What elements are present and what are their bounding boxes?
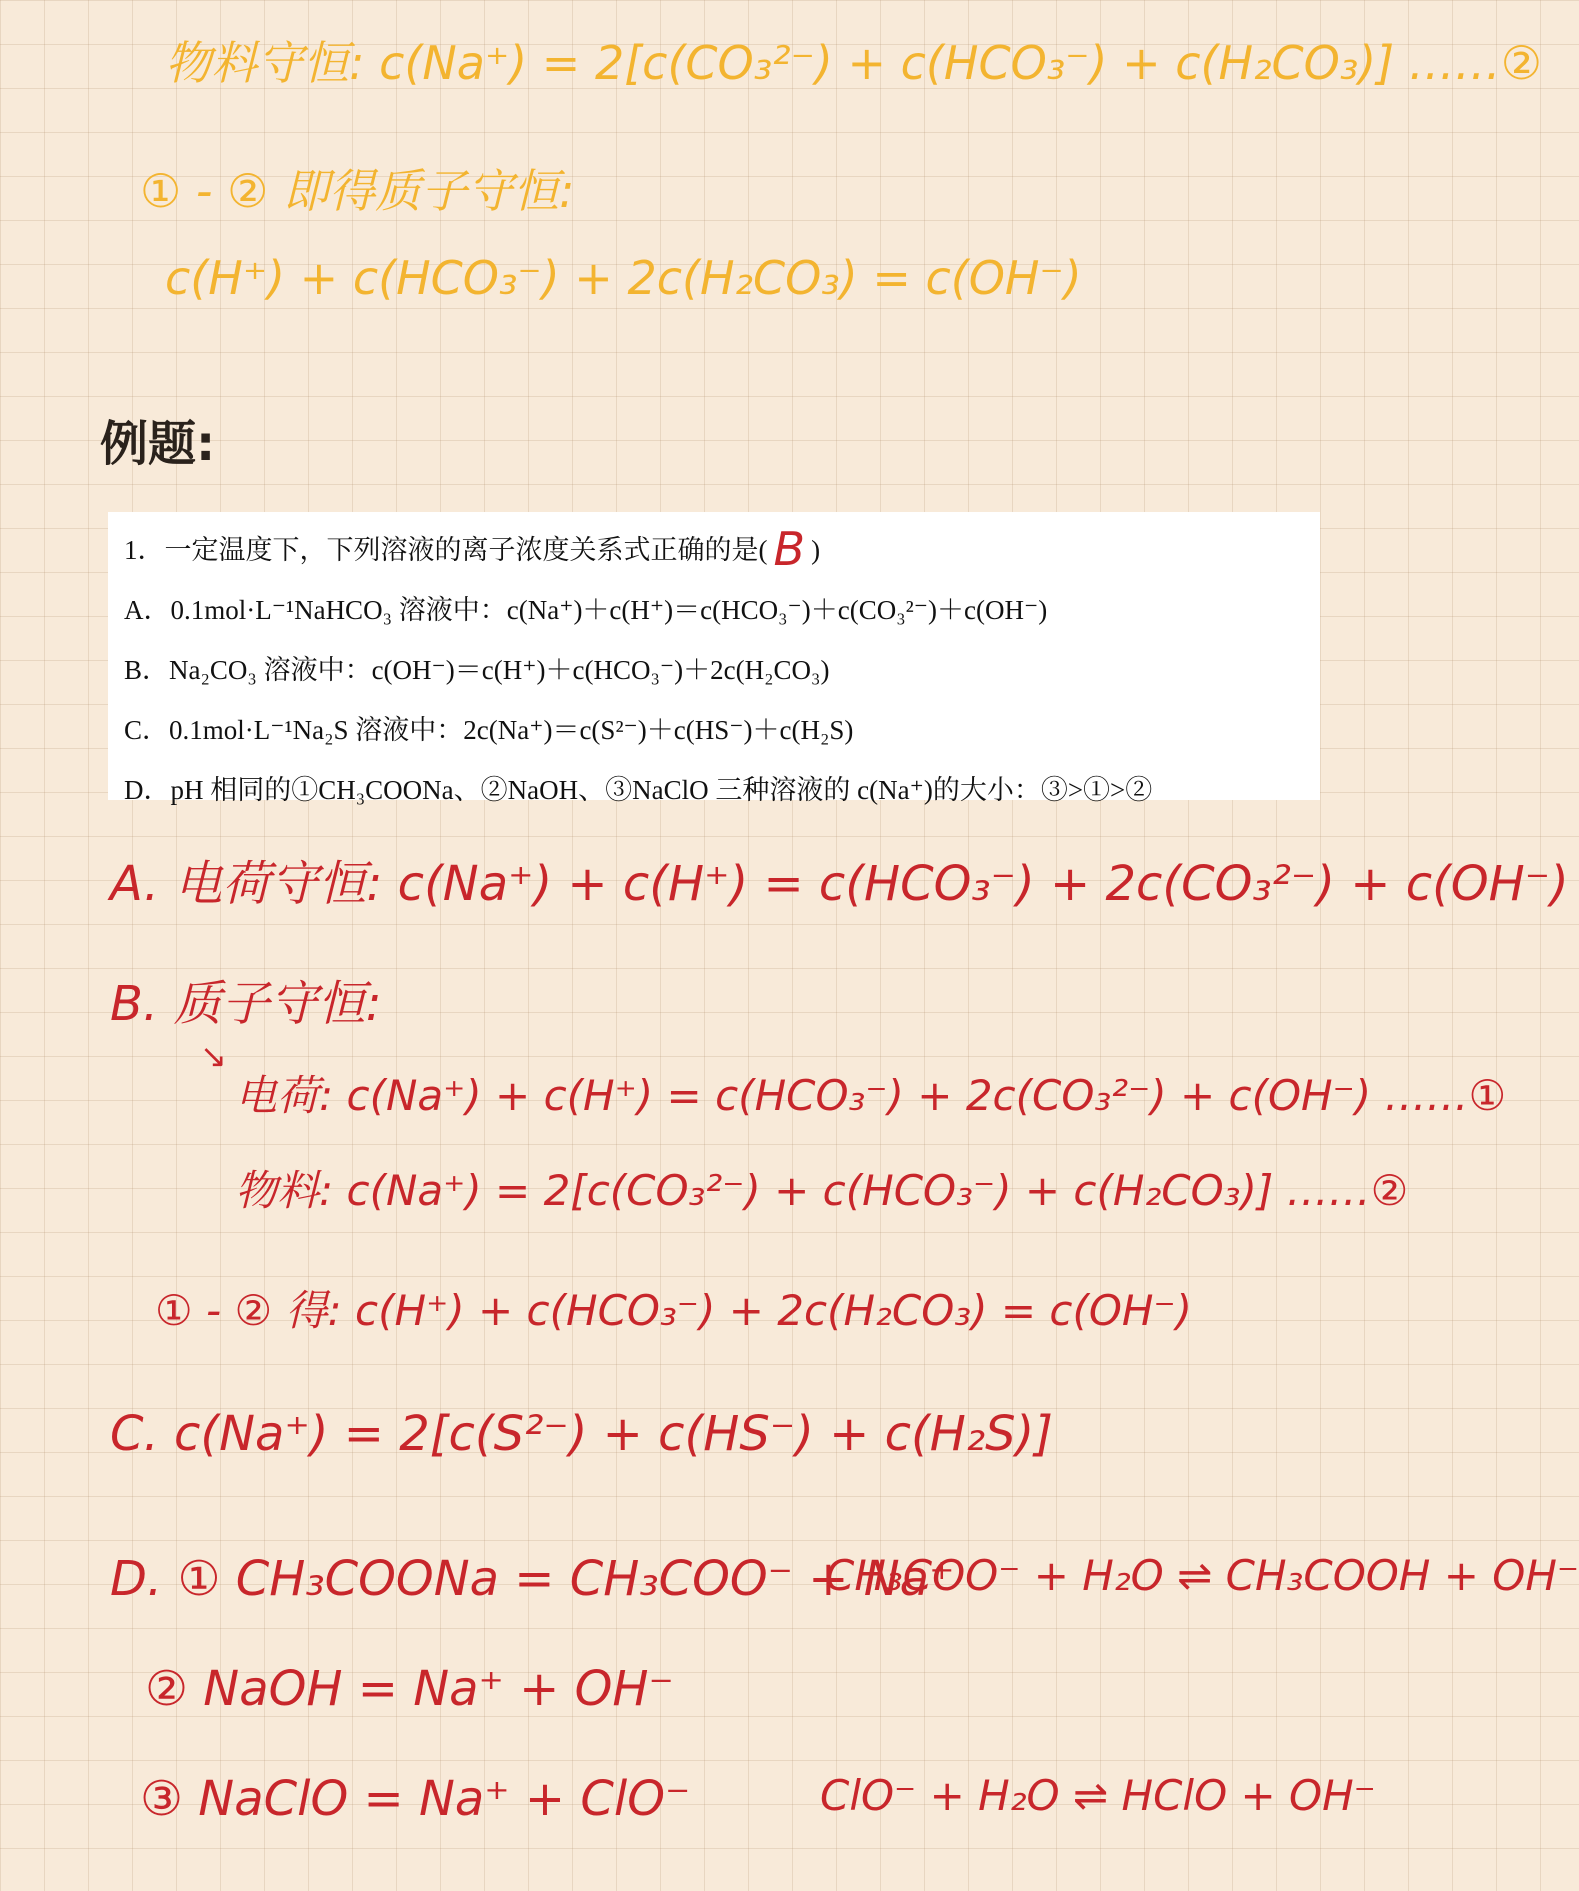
solution-b-result: ① - ② 得: c(H⁺) + c(HCO₃⁻) + 2c(H₂CO₃) = c(OH⁻) <box>155 1286 1193 1335</box>
solution-d2-ionization: ② NaOH = Na⁺ + OH⁻ <box>145 1661 674 1717</box>
solution-b-material: 物料: c(Na⁺) = 2[c(CO₃²⁻) + c(HCO₃⁻) + c(H₂CO₃)] ……② <box>235 1166 1409 1215</box>
arrow-icon: ↘ <box>200 1037 227 1075</box>
option-c: C．0.1mol·L⁻¹Na₂S 溶液中：2c(Na⁺)＝c(S²⁻)＋c(HS⁻)＋c(H₂S) <box>124 715 854 745</box>
question-stem-close: ) <box>811 535 821 565</box>
question-card <box>108 512 1320 805</box>
solution-d3-hydrolysis: ClO⁻ + H₂O ⇌ HClO + OH⁻ <box>820 1771 1376 1820</box>
solution-b-charge: 电荷: c(Na⁺) + c(H⁺) = c(HCO₃⁻) + 2c(CO₃²⁻) + c(OH⁻) ……① <box>235 1071 1507 1120</box>
question-stem-text: 1．一定温度下，下列溶液的离子浓度关系式正确的是( <box>124 535 768 565</box>
solution-d3-ionization: ③ NaClO = Na⁺ + ClO⁻ <box>140 1771 691 1827</box>
question-stem <box>124 522 1304 586</box>
note-proton-balance-title: ① - ② 即得质子守恒: <box>140 164 575 218</box>
solution-d1-hydrolysis: CH₃COO⁻ + H₂O ⇌ CH₃COOH + OH⁻ <box>825 1551 1579 1600</box>
handwritten-answer: B <box>773 522 806 576</box>
solution-b-title: B. 质子守恒: <box>110 976 382 1032</box>
solution-c: C. c(Na⁺) = 2[c(S²⁻) + c(HS⁻) + c(H₂S)] <box>110 1406 1054 1462</box>
option-b: B．Na₂CO₃ 溶液中：c(OH⁻)＝c(H⁺)＋c(HCO₃⁻)＋2c(H₂CO₃) <box>124 655 830 685</box>
example-heading: 例题: <box>100 416 216 472</box>
solution-a-charge-balance: A. 电荷守恒: c(Na⁺) + c(H⁺) = c(HCO₃⁻) + 2c(CO₃²⁻) + c(OH⁻) <box>110 856 1569 912</box>
note-material-balance: 物料守恒: c(Na⁺) = 2[c(CO₃²⁻) + c(HCO₃⁻) + c(H₂CO₃)] ……② <box>165 36 1543 90</box>
option-d: D．pH 相同的①CH₃COONa、②NaOH、③NaClO 三种溶液的 c(Na⁺)的大小：③>①>② <box>124 775 1153 805</box>
solution-d1-ionization: D. ① CH₃COONa = CH₃COO⁻ + Na⁺ <box>110 1551 955 1607</box>
option-a: A．0.1mol·L⁻¹NaHCO₃ 溶液中：c(Na⁺)＋c(H⁺)＝c(HCO₃⁻)＋c(CO₃²⁻)＋c(OH⁻) <box>124 595 1048 625</box>
note-proton-balance-equation: c(H⁺) + c(HCO₃⁻) + 2c(H₂CO₃) = c(OH⁻) <box>165 251 1082 305</box>
